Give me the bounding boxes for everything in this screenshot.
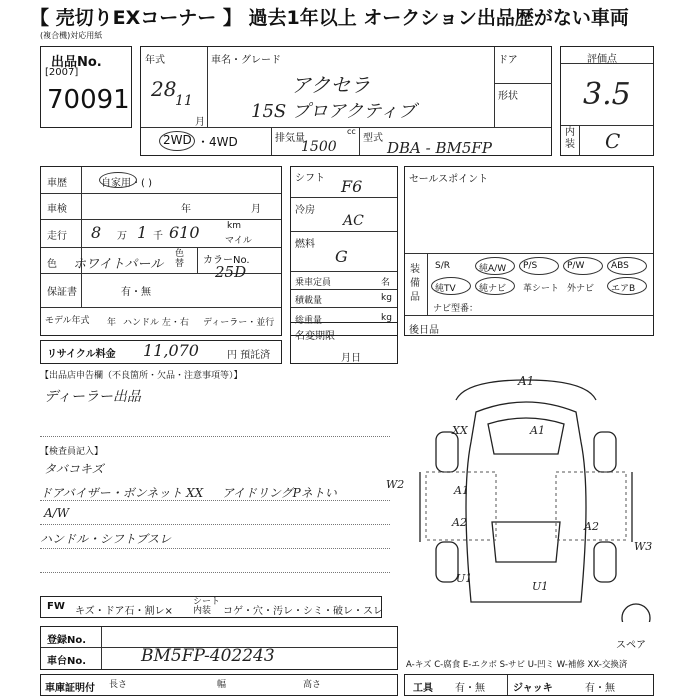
- equipment-item: P/S: [523, 261, 538, 271]
- length-label: 長さ: [109, 680, 128, 690]
- top-note: (複合機)対応用紙: [40, 31, 103, 40]
- displacement: 1500: [301, 139, 337, 155]
- model-year-unit: 年: [107, 318, 117, 328]
- width-label: 幅: [217, 680, 227, 690]
- equipment-item: エアB: [611, 284, 636, 294]
- fuel-value: G: [335, 247, 348, 266]
- ac-value: AC: [343, 213, 364, 229]
- inspection-year-unit: 年: [181, 204, 191, 215]
- mark-u1-left: U1: [456, 572, 473, 585]
- shape-label: 形状: [498, 91, 518, 102]
- spec-box: [290, 166, 398, 336]
- fw-items: キズ・ドア石・割レ×: [75, 606, 173, 617]
- mark-hood: A1: [530, 424, 545, 437]
- inspector-line-3: アイドリングPネトい: [222, 486, 337, 500]
- drive-2wd: 2WD: [163, 133, 192, 147]
- fw-label: FW: [47, 601, 65, 612]
- exhibitor-note-label: 【出品店申告欄（不良箇所・欠品・注意事項等）】: [40, 371, 243, 381]
- inspector-line-5: ハンドル・シフトブスレ: [40, 532, 172, 546]
- warranty-value: 有・無: [121, 287, 151, 298]
- history-value: 自家用・( ): [101, 178, 152, 189]
- displacement-unit: cc: [347, 127, 356, 136]
- inspector-label: 【検査員記入】: [40, 447, 104, 457]
- equipment-item: 純A/W: [479, 264, 507, 274]
- mark-left-door: A1: [454, 484, 469, 497]
- tools-label: 工具: [413, 683, 433, 694]
- tools-value: 有・無: [455, 683, 485, 694]
- score: 3.5: [583, 77, 631, 112]
- mileage-label: 走行: [47, 231, 67, 242]
- inspection-label: 車検: [47, 204, 67, 215]
- transfer-box: [290, 322, 398, 364]
- inspector-line-1: タバコキズ: [44, 462, 104, 476]
- recycle-box: [40, 340, 282, 364]
- handle-label: ハンドル 左・右: [123, 318, 189, 328]
- reg-label: 登録No.: [47, 635, 87, 646]
- transfer-unit: 月日: [341, 353, 361, 364]
- registration-box: [40, 626, 398, 670]
- banner: 【 売切りEXコーナー 】 過去1年以上 オークション出品歴がない車両: [30, 7, 629, 29]
- recycle-label: リサイクル料金: [47, 349, 116, 360]
- equipment-grid: [431, 257, 653, 297]
- equipment-item: 革シート: [523, 284, 560, 294]
- capacity-unit: 名: [381, 278, 391, 288]
- score-label: 評価点: [587, 54, 617, 65]
- fuel-label: 燃料: [295, 239, 315, 250]
- equipment-item: P/W: [567, 261, 585, 271]
- header-box: [140, 46, 552, 156]
- paint-label: 色替: [175, 249, 185, 269]
- year-value: 28: [151, 77, 177, 101]
- mileage-sen: 1: [137, 223, 148, 242]
- equipment-item: ABS: [611, 261, 629, 271]
- mile-unit: マイル: [225, 236, 252, 246]
- navi-label: ナビ型番：: [433, 304, 479, 314]
- inspection-month-unit: 月: [251, 204, 261, 215]
- ac-label: 冷房: [295, 205, 315, 216]
- color-value: ホワイトパール: [73, 257, 164, 272]
- month-value: 11: [175, 93, 193, 109]
- interior-value: C: [605, 129, 621, 153]
- recycle-unit: 円 預託済: [227, 350, 271, 361]
- mark-w3: W3: [634, 540, 653, 553]
- color-label: 色: [47, 259, 57, 270]
- equipment-circle: [607, 257, 647, 275]
- equipment-item: 純ナビ: [479, 284, 507, 294]
- km-unit: km: [227, 221, 241, 231]
- recycle-value: 11,070: [143, 341, 199, 360]
- car-name: アクセラ: [291, 73, 371, 97]
- lot-year-stamp: [2007]: [45, 67, 79, 78]
- month-unit: 月: [195, 117, 205, 128]
- chassis-value: BM5FP-402243: [141, 646, 275, 666]
- model-year-label: モデル年式: [45, 316, 90, 326]
- exhibitor-note-text: ディーラー出品: [44, 389, 141, 405]
- color-no-label: カラーNo.: [203, 255, 250, 266]
- warranty-label: 保証書: [47, 287, 77, 298]
- history-label: 車歴: [47, 178, 67, 189]
- chassis-label: 車台No.: [47, 656, 87, 667]
- spare-label: スペア: [616, 640, 646, 651]
- tools-row: [404, 674, 654, 696]
- post-date-label: 後日品: [409, 325, 439, 336]
- fw-row: [40, 596, 382, 618]
- sales-point-label: セールスポイント: [409, 174, 489, 185]
- transfer-label: 名変期限: [295, 331, 335, 342]
- interior-label: 内装: [565, 127, 575, 150]
- dealer-label: ディーラー・並行: [203, 318, 275, 328]
- equipment-item: S/R: [435, 261, 450, 271]
- mark-u1-rear: U1: [532, 580, 549, 593]
- capacity-label: 乗車定員: [295, 278, 332, 288]
- mark-left-rear: A2: [452, 516, 467, 529]
- score-box: [560, 46, 654, 156]
- sales-equipment-box: [404, 166, 654, 336]
- mileage-rest: 610: [169, 223, 200, 242]
- inspector-line-2: ドアバイザー・ボンネット XX: [40, 486, 204, 500]
- mark-right-rear: A2: [584, 520, 599, 533]
- jack-label: ジャッキ: [513, 683, 553, 694]
- door-label: ドア: [498, 55, 518, 66]
- equipment-item: 純TV: [435, 284, 456, 294]
- name-label: 車名・グレード: [211, 55, 281, 66]
- model-type: DBA - BM5FP: [387, 139, 492, 157]
- mark-w2: W2: [386, 478, 405, 491]
- drive-4wd: ・4WD: [197, 135, 238, 149]
- jack-value: 有・無: [585, 683, 615, 694]
- equipment-circle: [431, 277, 471, 295]
- equipment-circle: [519, 257, 559, 275]
- color-no: 25D: [215, 263, 247, 281]
- weight-label: 総重量: [295, 316, 323, 326]
- shift-value: F6: [341, 177, 363, 196]
- garage-cert-row: [40, 674, 398, 696]
- shift-label: シフト: [295, 173, 325, 184]
- equipment-item: 外ナビ: [567, 284, 595, 294]
- lot-box: [40, 46, 132, 128]
- height-label: 高さ: [303, 680, 322, 690]
- equipment-circle: [607, 277, 647, 295]
- man-unit: 万: [117, 231, 127, 242]
- weight-unit: kg: [381, 313, 392, 323]
- inspector-line-4: A/W: [44, 506, 70, 520]
- type-label: 型式: [363, 133, 383, 144]
- equipment-label: 装備品: [410, 264, 420, 303]
- vehicle-info-box: [40, 166, 282, 336]
- year-label: 年式: [145, 55, 165, 66]
- load-label: 積載量: [295, 296, 323, 306]
- mileage-man: 8: [91, 223, 102, 242]
- car-damage-diagram: [396, 372, 658, 622]
- cert-label: 車庫証明付: [45, 683, 95, 694]
- load-unit: kg: [381, 293, 392, 303]
- damage-legend: A-キズ C-腐食 E-エクボ S-サビ U-凹ミ W-補修 XX-交換済: [406, 660, 628, 670]
- sheet-label: シート内装: [193, 597, 221, 616]
- grade: 15S プロアクティブ: [251, 101, 416, 122]
- sheet-items: コゲ・穴・汚レ・シミ・破レ・スレ: [223, 606, 383, 617]
- sen-unit: 千: [153, 231, 163, 242]
- lot-label: 出品No.: [51, 55, 102, 70]
- lot-number: 70091: [47, 85, 130, 115]
- displacement-label: 排気量: [275, 133, 305, 144]
- equipment-circle: [563, 257, 603, 275]
- mark-xx: XX: [452, 424, 468, 437]
- mark-front: A1: [518, 374, 535, 388]
- equipment-circle: [475, 277, 515, 295]
- equipment-circle: [475, 257, 515, 275]
